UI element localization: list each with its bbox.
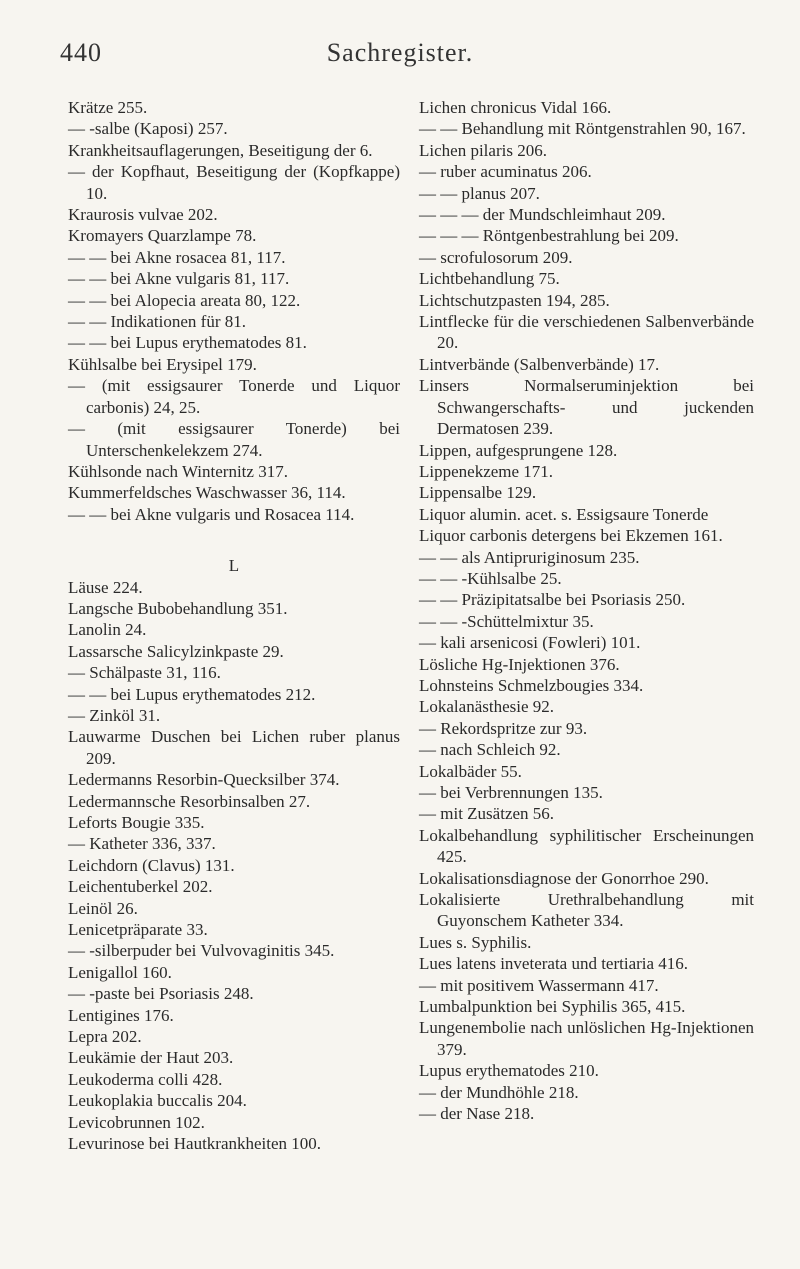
index-entry: Kraurosis vulvae 202. bbox=[68, 205, 218, 225]
running-title: Sachregister. bbox=[326, 38, 474, 67]
index-entry: Kromayers Quarzlampe 78. bbox=[68, 226, 257, 246]
index-entry: Levurinose bei Hautkrankheiten 100. bbox=[68, 1134, 322, 1154]
right-entries bbox=[419, 97, 754, 1125]
letter-heading: L bbox=[228, 556, 240, 576]
index-entry: — — -Schüttelmixtur 35. bbox=[419, 611, 594, 631]
index-entry: Lenicetpräparate 33. bbox=[68, 920, 208, 940]
page-number: 440 bbox=[60, 38, 102, 67]
index-entry: — — bei Akne vulgaris und Rosacea 114. bbox=[68, 504, 355, 524]
index-entry: — Zinköl 31. bbox=[68, 705, 161, 725]
index-entry: Lösliche Hg-Injektionen 376. bbox=[419, 654, 620, 674]
index-entry: Levicobrunnen 102. bbox=[68, 1112, 205, 1132]
index-entry: Leukoderma colli 428. bbox=[68, 1069, 223, 1089]
index-entry: — scrofulosorum 209. bbox=[419, 247, 573, 267]
index-entry: Lippensalbe 129. bbox=[419, 483, 537, 503]
index-entry: Lichtschutzpasten 194, 285. bbox=[419, 290, 610, 310]
index-entry: Liquor carbonis detergens bei Ekzemen 161. bbox=[419, 526, 723, 546]
index-entry: Lippen, aufgesprungene 128. bbox=[419, 440, 618, 460]
index-entry: Lupus erythematodes 210. bbox=[419, 1061, 599, 1081]
index-entry: — bei Verbrennungen 135. bbox=[419, 783, 603, 802]
index-entry: Lichen pilaris 206. bbox=[419, 140, 547, 160]
index-entry: — nach Schleich 92. bbox=[419, 740, 561, 760]
left-column bbox=[68, 97, 400, 1155]
index-entry: — der Nase 218. bbox=[419, 1104, 535, 1124]
index-entry: — — als Antipruriginosum 235. bbox=[419, 547, 640, 567]
page-header bbox=[0, 38, 800, 78]
index-entry: — Katheter 336, 337. bbox=[68, 834, 216, 854]
index-entry: Lintverbände (Salbenverbände) 17. bbox=[419, 354, 660, 374]
index-entry: — -paste bei Psoriasis 248. bbox=[68, 984, 254, 1004]
index-entry: Ledermannsche Resorbinsalben 27. bbox=[68, 791, 311, 811]
index-entry: Leichentuberkel 202. bbox=[68, 877, 213, 897]
index-entry: Ledermanns Resorbin-Quecksilber 374. bbox=[68, 770, 340, 790]
index-entry: — — bei Alopecia areata 80, 122. bbox=[68, 290, 301, 310]
index-entry: Läuse 224. bbox=[68, 577, 143, 597]
index-entry: Langsche Bubobehandlung 351. bbox=[68, 598, 288, 618]
index-entry: Leukämie der Haut 203. bbox=[68, 1048, 234, 1068]
index-entry: — -salbe (Kaposi) 257. bbox=[68, 119, 228, 139]
index-entry: Lepra 202. bbox=[68, 1027, 142, 1047]
index-entry: Lintflecke für die verschiedenen Salbenverbände 20. bbox=[419, 312, 754, 353]
index-entry: — — planus 207. bbox=[419, 183, 540, 203]
index-entry: — (mit essigsaurer Tonerde) bei Unterschenkelekzem 274. bbox=[68, 419, 400, 460]
index-entry: — Schälpaste 31, 116. bbox=[68, 663, 221, 683]
index-entry: — — Präzipitatsalbe bei Psoriasis 250. bbox=[419, 590, 686, 610]
index-entry: — Rekordspritze zur 93. bbox=[419, 718, 588, 738]
index-entry: Lungenembolie nach unlöslichen Hg-Injektionen 379. bbox=[419, 1018, 754, 1059]
index-entry: Lassarsche Salicylzinkpaste 29. bbox=[68, 641, 284, 661]
index-entry: Lokalbehandlung syphilitischer Erscheinungen 425. bbox=[419, 825, 754, 867]
index-entry: Lues s. Syphilis. bbox=[419, 932, 532, 952]
index-entry: Lues latens inveterata und tertiaria 416. bbox=[419, 954, 689, 974]
index-entry: Kummerfeldsches Waschwasser 36, 114. bbox=[68, 483, 346, 503]
index-entry: Leforts Bougie 335. bbox=[68, 813, 205, 832]
index-entry: — (mit essigsaurer Tonerde und Liquor carbonis) 24, 25. bbox=[68, 376, 400, 417]
index-entry: Leichdorn (Clavus) 131. bbox=[68, 855, 235, 875]
index-entry: Liquor alumin. acet. s. Essigsaure Tonerde bbox=[419, 504, 709, 524]
index-entry: — mit Zusätzen 56. bbox=[419, 804, 555, 824]
index-entry: Lokalisierte Urethralbehandlung mit Guyonschem Katheter 334. bbox=[419, 890, 754, 931]
index-entry: Lauwarme Duschen bei Lichen ruber planus 209. bbox=[68, 727, 400, 768]
index-entry: Linsers Normalseruminjektion bei Schwangerschafts- und juckenden Dermatosen 239. bbox=[419, 376, 754, 439]
index-entry: Lokalanästhesie 92. bbox=[419, 697, 555, 717]
index-entry: Kühlsalbe bei Erysipel 179. bbox=[68, 354, 257, 374]
index-entry: Lippenekzeme 171. bbox=[419, 461, 554, 481]
index-entry: — — bei Akne rosacea 81, 117. bbox=[68, 247, 286, 267]
index-entry: — — bei Lupus erythematodes 212. bbox=[68, 684, 316, 704]
right-column bbox=[419, 97, 754, 1125]
index-entry: — kali arsenicosi (Fowleri) 101. bbox=[419, 633, 641, 653]
index-entry: Lokalbäder 55. bbox=[419, 761, 522, 781]
index-entry: Lentigines 176. bbox=[68, 1005, 174, 1025]
index-entry: Lichen chronicus Vidal 166. bbox=[419, 98, 612, 117]
left-entries-k bbox=[68, 97, 400, 525]
index-entry: Krankheitsauflagerungen, Beseitigung der 6. bbox=[68, 140, 373, 160]
index-entry: — mit positivem Wassermann 417. bbox=[419, 975, 659, 995]
index-entry: Lokalisationsdiagnose der Gonorrhoe 290. bbox=[419, 868, 709, 888]
index-entry: Lanolin 24. bbox=[68, 620, 147, 640]
index-entry: Krätze 255. bbox=[68, 98, 148, 117]
index-entry: Leinöl 26. bbox=[68, 898, 138, 918]
index-entry: — ruber acuminatus 206. bbox=[419, 162, 592, 182]
index-entry: — — bei Akne vulgaris 81, 117. bbox=[68, 269, 290, 289]
index-entry: — — — Röntgenbestrahlung bei 209. bbox=[419, 226, 679, 246]
index-entry: — — Behandlung mit Röntgenstrahlen 90, 167. bbox=[419, 119, 746, 139]
index-entry: Leukoplakia buccalis 204. bbox=[68, 1091, 247, 1111]
index-entry: Lichtbehandlung 75. bbox=[419, 269, 560, 289]
index-entry: — — — der Mundschleimhaut 209. bbox=[419, 205, 666, 225]
index-entry: — der Kopfhaut, Beseitigung der (Kopfkappe) 10. bbox=[68, 162, 400, 203]
index-entry: Lenigallol 160. bbox=[68, 962, 172, 982]
index-entry: — — bei Lupus erythematodes 81. bbox=[68, 333, 307, 353]
left-entries-l bbox=[68, 577, 400, 1155]
index-entry: Lohnsteins Schmelzbougies 334. bbox=[419, 675, 644, 695]
index-entry: — — -Kühlsalbe 25. bbox=[419, 568, 562, 588]
index-entry: — der Mundhöhle 218. bbox=[419, 1082, 579, 1102]
index-entry: — -silberpuder bei Vulvovaginitis 345. bbox=[68, 941, 335, 961]
index-entry: Lumbalpunktion bei Syphilis 365, 415. bbox=[419, 997, 686, 1017]
index-entry: — — Indikationen für 81. bbox=[68, 312, 246, 332]
index-entry: Kühlsonde nach Winternitz 317. bbox=[68, 461, 288, 481]
